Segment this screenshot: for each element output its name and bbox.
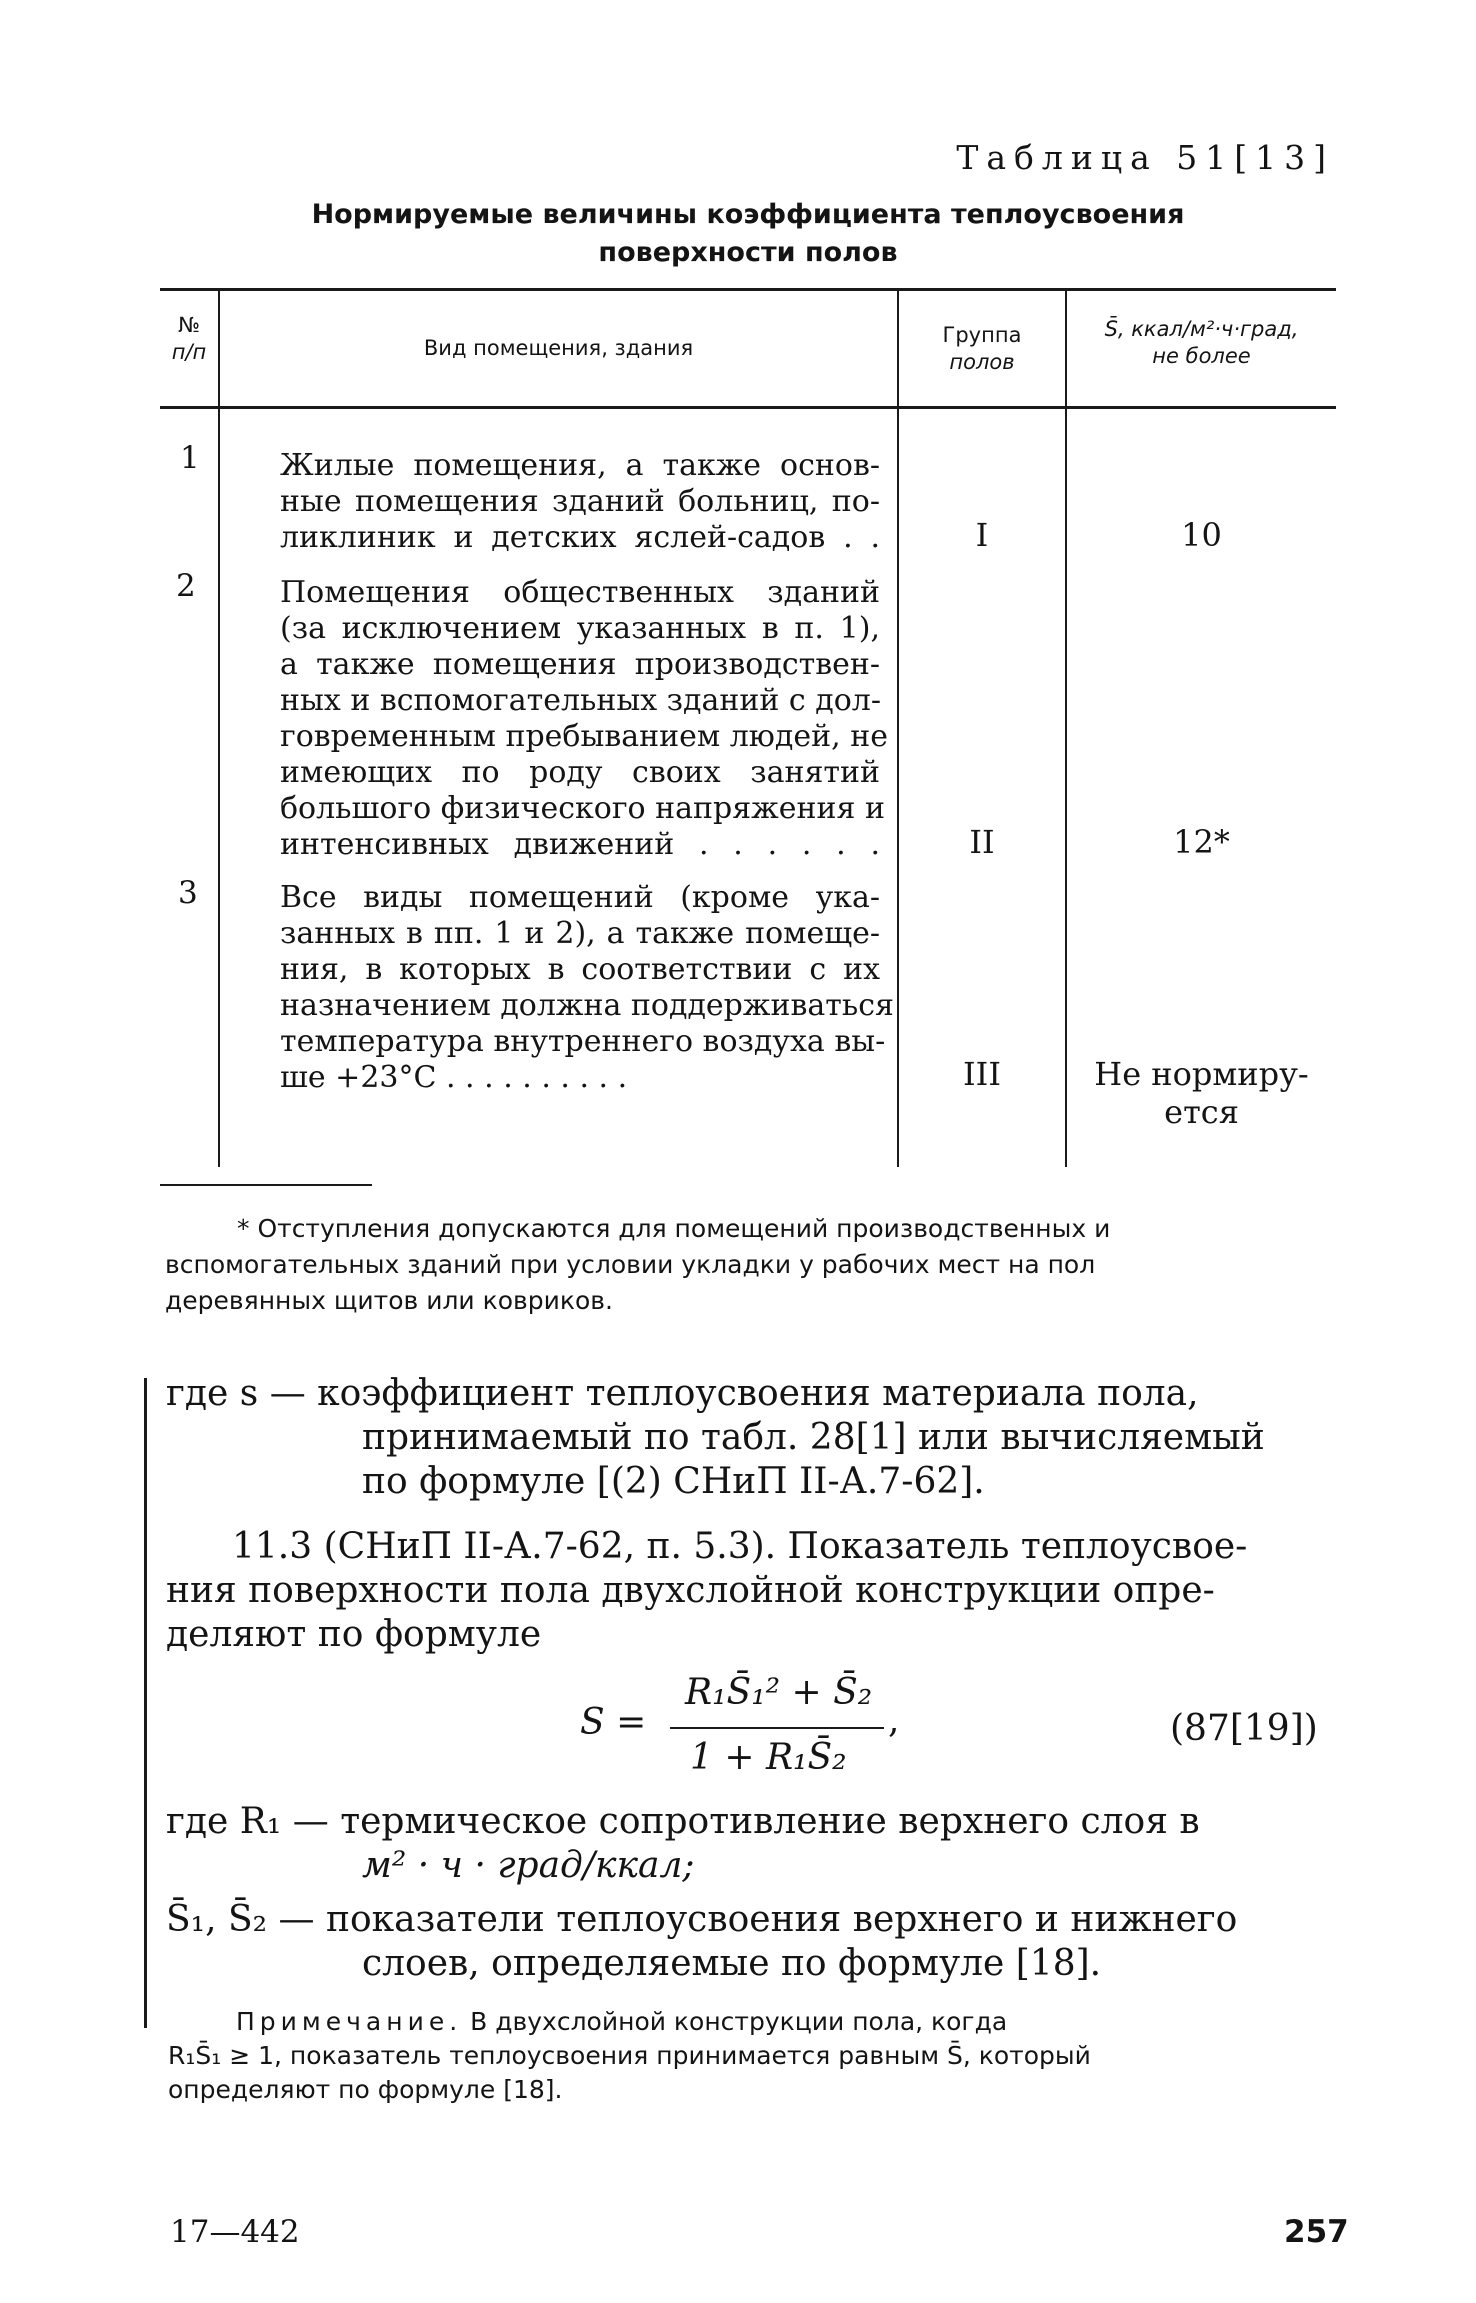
row-3-line: назначением должна поддерживаться xyxy=(280,988,894,1023)
margin-bar xyxy=(144,1378,147,2028)
row-1-line: ликлиник и детских яслей-садов . . xyxy=(280,520,880,555)
row-3-text xyxy=(280,880,894,1096)
col-divider-3 xyxy=(1065,291,1067,1167)
header-s-line2: не более xyxy=(1152,344,1251,368)
row-3-value xyxy=(1067,1055,1336,1131)
table-label: Таблица 51[13] xyxy=(956,138,1334,177)
row-2-group: II xyxy=(969,823,995,861)
table-footnote xyxy=(165,1211,1360,1319)
row-2-line: Помещения общественных зданий xyxy=(280,575,880,610)
row-3-line: температура внутреннего воздуха вы- xyxy=(280,1024,886,1059)
note-block xyxy=(168,2005,1338,2107)
formula-fraction-bar xyxy=(670,1727,884,1729)
where-s12-line1: S̄₁, S̄₂ — показатели теплоусвоения верхнего и нижнего xyxy=(166,1899,1238,1940)
paragraph-line2: ния поверхности пола двухслойной конструкции опре- xyxy=(166,1570,1215,1611)
formula-denominator: 1 + R₁S̄₂ xyxy=(690,1737,847,1778)
row-1-group: I xyxy=(975,516,989,554)
formula-lhs: S = xyxy=(580,1702,647,1743)
row-3-value-line2: ется xyxy=(1164,1093,1239,1131)
header-s-line1: S̄, ккал/м²·ч·град, xyxy=(1104,317,1299,341)
row-3-line: ше +23°С . . . . . . . . . . xyxy=(280,1060,628,1095)
footnote-line: вспомогательных зданий при условии укладки у рабочих мест на пол xyxy=(165,1250,1096,1279)
row-2-line: ных и вспомогательных зданий с дол- xyxy=(280,683,881,718)
row-2-line: интенсивных движений . . . . . . xyxy=(280,827,880,862)
paragraph-line1: 11.3 (СНиП II-А.7-62, п. 5.3). Показатель теплоусвое- xyxy=(232,1526,1248,1567)
table-title-line2: поверхности полов xyxy=(598,237,898,268)
footnote-rule xyxy=(160,1184,372,1186)
row-2-line: большого физического напряжения и xyxy=(280,791,885,826)
signature-mark: 17—442 xyxy=(170,2214,300,2250)
row-2-line: имеющих по роду своих занятий xyxy=(280,755,880,790)
row-2-line: а также помещения производствен- xyxy=(280,647,880,682)
where-s-line2: принимаемый по табл. 28[1] или вычисляемый xyxy=(362,1417,1265,1458)
where-r-line1: где R₁ — термическое сопротивление верхнего слоя в xyxy=(166,1801,1200,1842)
where-s-block xyxy=(166,1372,1265,1504)
row-1-line: Жилые помещения, а также основ- xyxy=(280,448,880,483)
header-group-line2: полов xyxy=(949,350,1015,374)
row-1-text xyxy=(280,448,880,556)
col-divider-2 xyxy=(897,291,899,1167)
page-number: 257 xyxy=(1284,2214,1349,2250)
header-num-line1: № xyxy=(178,313,200,337)
row-1-line: ные помещения зданий больниц, по- xyxy=(280,484,880,519)
header-room: Вид помещения, здания xyxy=(423,336,694,360)
table-title-line1: Нормируемые величины коэффициента теплоусвоения xyxy=(311,199,1185,230)
row-2-line: говременным пребыванием людей, не xyxy=(280,719,888,754)
where-r-block xyxy=(166,1800,1200,1888)
row-3-num: 3 xyxy=(178,875,198,911)
paragraph-11-3 xyxy=(166,1525,1247,1657)
row-2-line: (за исключением указанных в п. 1), xyxy=(280,611,880,646)
row-3-line: ния, в которых в соответствии с их xyxy=(280,952,880,987)
row-1-num: 1 xyxy=(180,440,200,476)
formula-number: (87[19]) xyxy=(1170,1708,1318,1749)
row-3-value-line1: Не нормиру- xyxy=(1094,1055,1309,1093)
note-line2: R₁S̄₁ ≥ 1, показатель теплоусвоения принимается равным S̄, который xyxy=(168,2041,1091,2070)
row-2-value: 12* xyxy=(1173,823,1230,861)
row-2-text xyxy=(280,575,888,863)
formula-numerator: R₁S̄₁² + S̄₂ xyxy=(685,1672,873,1713)
header-num xyxy=(160,312,218,366)
where-s-line1: где s — коэффициент теплоусвоения материала пола, xyxy=(166,1373,1199,1414)
note-label: Примечание. xyxy=(236,2007,463,2036)
note-line1 xyxy=(168,2005,1338,2039)
where-r-line2: м² · ч · град/ккал; xyxy=(362,1845,695,1886)
header-num-line2: п/п xyxy=(171,340,207,364)
row-3-line: занных в пп. 1 и 2), а также помеще- xyxy=(280,916,880,951)
paragraph-line3: деляют по формуле xyxy=(166,1614,542,1655)
note-line3: определяют по формуле [18]. xyxy=(168,2075,563,2104)
where-s12-line2: слоев, определяемые по формуле [18]. xyxy=(362,1943,1102,1984)
note-text-1: В двухслойной конструкции пола, когда xyxy=(470,2007,1008,2036)
row-3-line: Все виды помещений (кроме ука- xyxy=(280,880,880,915)
footnote-line: деревянных щитов или ковриков. xyxy=(165,1286,613,1315)
row-1-value: 10 xyxy=(1181,516,1222,554)
row-3-group: III xyxy=(963,1055,1001,1093)
row-2-num: 2 xyxy=(176,568,196,604)
table-title xyxy=(160,196,1336,272)
footnote-line: * Отступления допускаются для помещений производственных и xyxy=(237,1214,1111,1243)
table-top-rule xyxy=(160,288,1336,291)
where-s12-block xyxy=(166,1898,1237,1986)
table-header-rule xyxy=(160,406,1336,409)
where-s-line3: по формуле [(2) СНиП II-А.7-62]. xyxy=(362,1461,985,1502)
col-divider-1 xyxy=(218,291,220,1167)
header-group-line1: Группа xyxy=(942,323,1022,347)
header-s xyxy=(1067,316,1336,370)
header-group xyxy=(899,322,1065,376)
formula-comma: , xyxy=(888,1700,900,1741)
